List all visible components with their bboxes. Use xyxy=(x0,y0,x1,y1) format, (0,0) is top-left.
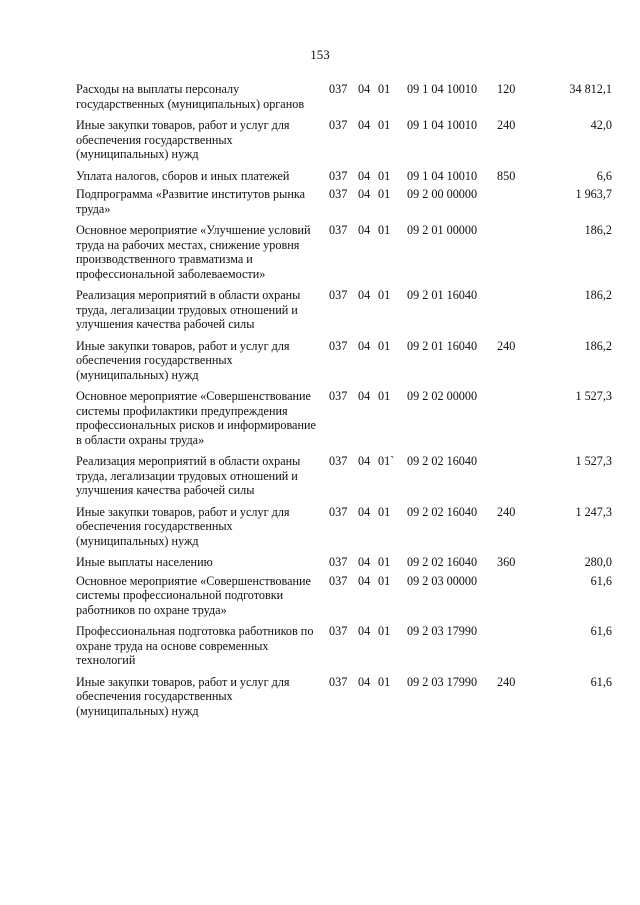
row-subsection-code: 01 xyxy=(378,118,391,132)
row-amount: 186,2 xyxy=(584,288,612,302)
row-ministry-code: 037 xyxy=(329,504,348,519)
row-amount: 1 963,7 xyxy=(575,187,612,201)
row-subsection-code: 01 xyxy=(378,288,391,302)
table-row xyxy=(76,118,612,162)
table-row xyxy=(76,288,612,332)
row-target-article: 09 1 04 10010 xyxy=(407,82,478,96)
row-name: Основное мероприятие «Улучшение условий труда на рабочих местах, снижение уровня производственного травматизма и профессиональной заболеваемости» xyxy=(76,223,311,281)
row-target-article: 09 2 03 17990 xyxy=(407,674,478,689)
row-name: Иные закупки товаров, работ и услуг для обеспечения государственных (муниципальных) нужд xyxy=(76,674,290,718)
row-name: Иные закупки товаров, работ и услуг для обеспечения государственных (муниципальных) нужд xyxy=(76,338,290,382)
table-row xyxy=(76,505,612,549)
row-name: Реализация мероприятий в области охраны труда, легализации трудовых отношений и улучшения качества рабочей силы xyxy=(76,288,301,331)
table-row xyxy=(76,555,612,570)
row-subsection-code: 01` xyxy=(378,454,395,468)
row-ministry-code: 037 xyxy=(329,573,348,588)
row-subsection-code: 01 xyxy=(378,555,391,569)
row-target-article: 09 2 03 00000 xyxy=(407,573,478,588)
row-subsection-code: 01 xyxy=(378,223,391,237)
row-ministry-code: 037 xyxy=(329,624,348,638)
row-section-code: 04 xyxy=(358,624,371,638)
row-target-article: 09 2 02 16040 xyxy=(407,555,478,569)
row-subsection-code: 01 xyxy=(378,168,391,183)
row-name: Основное мероприятие «Совершенствование системы профилактики предупреждения профессиональных рисков и информирование в области охраны труда» xyxy=(76,389,316,447)
row-expense-type: 240 xyxy=(497,504,516,519)
row-amount: 1 527,3 xyxy=(575,454,612,468)
row-name: Иные закупки товаров, работ и услуг для обеспечения государственных (муниципальных) нужд xyxy=(76,118,290,161)
row-name: Основное мероприятие «Совершенствование системы профессиональной подготовки работников по охране труда» xyxy=(76,573,311,617)
row-ministry-code: 037 xyxy=(329,223,348,237)
row-subsection-code: 01 xyxy=(378,504,391,519)
row-target-article: 09 2 02 16040 xyxy=(407,504,478,519)
row-amount: 42,0 xyxy=(590,118,612,132)
row-ministry-code: 037 xyxy=(329,168,348,183)
row-target-article: 09 2 01 16040 xyxy=(407,338,478,353)
row-amount: 1 247,3 xyxy=(575,504,612,519)
row-amount: 1 527,3 xyxy=(575,389,612,403)
row-name: Реализация мероприятий в области охраны труда, легализации трудовых отношений и улучшения качества рабочей силы xyxy=(76,454,301,497)
row-amount: 34 812,1 xyxy=(569,82,612,96)
row-target-article: 09 2 03 17990 xyxy=(407,624,478,638)
table-row xyxy=(76,187,612,216)
row-ministry-code: 037 xyxy=(329,338,348,353)
row-section-code: 04 xyxy=(358,573,371,588)
row-subsection-code: 01 xyxy=(378,187,391,201)
row-amount: 61,6 xyxy=(590,624,612,638)
table-row xyxy=(76,454,612,498)
row-target-article: 09 2 01 16040 xyxy=(407,288,478,302)
row-name: Расходы на выплаты персоналу государственных (муниципальных) органов xyxy=(76,82,305,111)
row-expense-type: 240 xyxy=(497,118,516,132)
row-target-article: 09 1 04 10010 xyxy=(407,118,478,132)
row-section-code: 04 xyxy=(358,389,371,403)
row-name: Иные выплаты населению xyxy=(76,555,213,569)
row-expense-type: 360 xyxy=(497,555,516,569)
row-ministry-code: 037 xyxy=(329,674,348,689)
row-section-code: 04 xyxy=(358,223,371,237)
row-section-code: 04 xyxy=(358,674,371,689)
table-row xyxy=(76,389,612,447)
row-target-article: 09 2 01 00000 xyxy=(407,223,478,237)
row-section-code: 04 xyxy=(358,168,371,183)
row-section-code: 04 xyxy=(358,82,371,96)
table-row xyxy=(76,624,612,668)
row-ministry-code: 037 xyxy=(329,118,348,132)
row-subsection-code: 01 xyxy=(378,338,391,353)
row-amount: 186,2 xyxy=(584,223,612,237)
row-target-article: 09 2 00 00000 xyxy=(407,187,478,201)
row-section-code: 04 xyxy=(358,118,371,132)
row-ministry-code: 037 xyxy=(329,82,348,96)
row-amount: 61,6 xyxy=(590,674,612,689)
row-name: Уплата налогов, сборов и иных платежей xyxy=(76,168,290,183)
budget-table xyxy=(76,82,612,718)
row-ministry-code: 037 xyxy=(329,555,348,569)
table-row xyxy=(76,223,612,281)
row-expense-type: 120 xyxy=(497,82,516,96)
row-name: Подпрограмма «Развитие институтов рынка труда» xyxy=(76,187,306,216)
row-expense-type: 240 xyxy=(497,338,516,353)
page-number: 153 xyxy=(310,47,330,62)
table-row xyxy=(76,169,612,184)
row-amount: 186,2 xyxy=(584,338,612,353)
row-subsection-code: 01 xyxy=(378,82,391,96)
row-ministry-code: 037 xyxy=(329,288,348,302)
row-section-code: 04 xyxy=(358,187,371,201)
row-subsection-code: 01 xyxy=(378,674,391,689)
table-row xyxy=(76,82,612,111)
row-amount: 280,0 xyxy=(584,555,612,569)
row-subsection-code: 01 xyxy=(378,389,391,403)
row-amount: 6,6 xyxy=(596,168,612,183)
row-amount: 61,6 xyxy=(590,573,612,588)
row-section-code: 04 xyxy=(358,454,371,468)
row-section-code: 04 xyxy=(358,504,371,519)
row-ministry-code: 037 xyxy=(329,389,348,403)
table-row xyxy=(76,675,612,719)
row-target-article: 09 2 02 16040 xyxy=(407,454,478,468)
row-target-article: 09 2 02 00000 xyxy=(407,389,478,403)
row-section-code: 04 xyxy=(358,288,371,302)
row-subsection-code: 01 xyxy=(378,624,391,638)
row-section-code: 04 xyxy=(358,338,371,353)
row-subsection-code: 01 xyxy=(378,573,391,588)
row-ministry-code: 037 xyxy=(329,187,348,201)
row-section-code: 04 xyxy=(358,555,371,569)
row-name: Профессиональная подготовка работников по охране труда на основе современных технологий xyxy=(76,624,314,667)
table-row xyxy=(76,574,612,618)
row-ministry-code: 037 xyxy=(329,454,348,468)
row-expense-type: 850 xyxy=(497,168,516,183)
row-name: Иные закупки товаров, работ и услуг для обеспечения государственных (муниципальных) нужд xyxy=(76,504,290,548)
table-row xyxy=(76,339,612,383)
row-expense-type: 240 xyxy=(497,674,516,689)
row-target-article: 09 1 04 10010 xyxy=(407,168,478,183)
